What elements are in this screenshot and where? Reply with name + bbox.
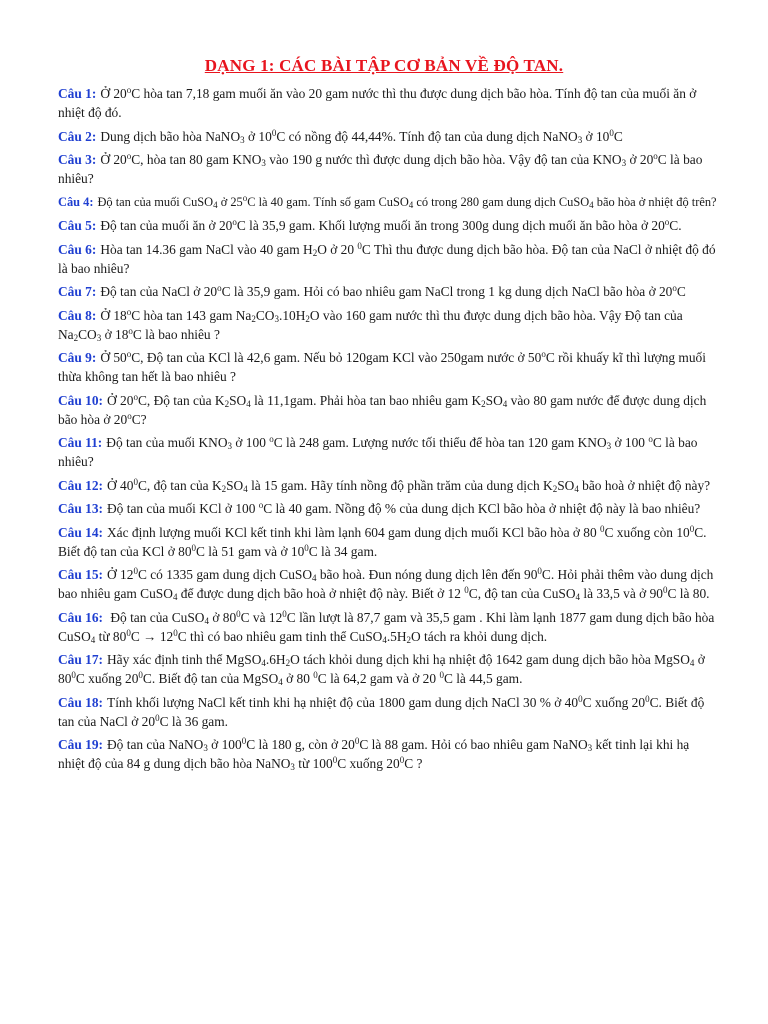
- question-8: Câu 8: Ở 18$^o$C hòa tan 143 gam $Na_2CO_3.10H_2O$ vào 160 gam nước thì thu được dung dịch bão hòa. Vậy Độ tan của $Na_2CO_3$ ở 18$^o$C là bao nhiêu ?: [58, 306, 683, 343]
- question-label: Câu 15:: [58, 567, 104, 582]
- question-label: Câu 2:: [58, 128, 97, 144]
- question-15: Câu 15: Ở $12^0C$ có 1335 gam dung dịch CuSO$_4$ bão hoà. Đun nóng dung dịch lên đến $90^0C$. Hỏi phải thêm vào dung dịch bao nhiêu gam CuSO$_4$ để được dung dịch bão hoà ở nhiệt độ này. Biết ở 12 $^0$C, độ tan của CuSO$_4$ là 33,5 và ở $90^0C$ là 80.: [58, 566, 714, 602]
- question-19: Câu 19: Độ tan của NaNO$_3$ ở $100^0C$ là 180 g, còn ở $20^0C$ là 88 gam. Hỏi có bao nhiêu gam NaNO$_3$ kết tinh lại khi hạ nhiệt độ của 84 g dung dịch bão hòa NaNO$_3$ từ $100^0C$ xuống $20^0C$ ?: [58, 736, 690, 772]
- question-label: Câu 5:: [58, 218, 97, 233]
- question-17: Câu 17: Hãy xác định tinh thể $MgSO_4.6H_2O$ tách khỏi dung dịch khi hạ nhiệt độ 1642 gam dung dịch bão hòa MgSO$_4$ ở $80^0C$ xuống $20^0C$. Biết độ tan của MgSO$_4$ ở 80 $^0$C là 64,2 gam và ở 20 $^0$C là 44,5 gam.: [58, 652, 705, 687]
- question-11: Câu 11: Độ tan của muối $KNO_3$ ở 100 $^o$C là 248 gam. Lượng nước tối thiểu để hòa tan 120 gam $KNO_3$ ở 100 $^o$C là bao nhiêu?: [58, 434, 698, 469]
- question-label: Câu 1:: [58, 86, 97, 101]
- question-12: Câu 12: Ở $40^0C$, độ tan của $K_2SO_4$ là 15 gam. Hãy tính nồng độ phần trăm của dung dịch $K_2SO_4$ bão hoà ở nhiệt độ này?: [58, 476, 711, 494]
- question-label: Câu 8:: [58, 307, 97, 323]
- question-9: Câu 9: Ở 50$^o$C, Độ tan của KCl là 42,6 gam. Nếu bỏ 120gam KCl vào 250gam nước ở 50$^o$C rồi khuấy kĩ thì lượng muối thừa không tan hết là bao nhiêu ?: [58, 349, 706, 384]
- question-label: Câu 18:: [58, 694, 104, 710]
- page-title: DẠNG 1: CÁC BÀI TẬP CƠ BẢN VỀ ĐỘ TAN.: [204, 56, 564, 75]
- question-14: Câu 14: Xác định lượng muối KCl kết tinh khi làm lạnh 604 gam dung dịch muối KCl bão hòa ở 80 $^0$C xuống còn $10^0C$. Biết độ tan của KCl ở $80^0C$ là 51 gam và ở $10^0C$ là 34 gam.: [58, 523, 707, 559]
- question-label: Câu 12:: [58, 477, 104, 493]
- question-4: Câu 4: Độ tan của muối CuSO$_4$ ở 25$^o$C là 40 gam. Tính số gam CuSO$_4$ có trong 280 gam dung dịch CuSO$_4$ bão hòa ở nhiệt độ trên?: [58, 192, 717, 210]
- question-label: Câu 11:: [58, 435, 103, 450]
- question-label: Câu 10:: [58, 392, 104, 408]
- question-5: Câu 5: Độ tan của muối ăn ở 20$^o$C là 35,9 gam. Khối lượng muối ăn trong 300g dung dịch muối ăn bão hòa ở 20$^o$C.: [58, 217, 682, 233]
- question-18: Câu 18: Tính khối lượng NaCl kết tinh khi hạ nhiệt độ của 1800 gam dung dịch NaCl 30 % ở $40^0C$ xuống $20^0C$. Biết độ tan của NaCl ở $20^0C$ là 36 gam.: [58, 693, 705, 729]
- question-1: Câu 1: Ở 20$^o$C hòa tan 7,18 gam muối ăn vào 20 gam nước thì thu được dung dịch bão hòa. Tính độ tan của muối ăn ở nhiệt độ đó.: [58, 85, 697, 120]
- question-list: [58, 84, 718, 778]
- question-10: Câu 10: Ở 20$^o$C, Độ tan của $K_2SO_4$ là 11,1gam. Phải hòa tan bao nhiêu gam $K_2SO_4$ vào 80 gam nước để được dung dịch bão hòa ở 20$^o$C?: [58, 391, 707, 427]
- question-label: Câu 14:: [58, 524, 104, 540]
- question-label: Câu 6:: [58, 241, 97, 257]
- question-2: Câu 2: Dung dịch bão hòa NaNO$_3$ ở $10^0C$ có nồng độ 44,44%. Tính độ tan của dung dịch NaNO$_3$ ở $10^0C$: [58, 127, 623, 145]
- question-6: Câu 6: Hòa tan 14.36 gam NaCl vào 40 gam $H_2O$ ở 20 $^0$C Thì thu được dung dịch bão hòa. Độ tan của NaCl ở nhiệt độ đó là bao nhiêu?: [58, 240, 716, 276]
- question-label: Câu 3:: [58, 152, 97, 167]
- question-7: Câu 7: Độ tan của NaCl ở 20$^o$C là 35,9 gam. Hỏi có bao nhiêu gam NaCl trong 1 kg dung dịch NaCl bão hòa ở 20$^o$C: [58, 283, 686, 299]
- question-16: Câu 16: Độ tan của CuSO$_4$ ở $80^0C$ và $12^0C$ lần lượt là 87,7 gam và 35,5 gam . Khi làm lạnh 1877 gam dung dịch bão hòa CuSO$_4$ từ $80^0C \to 12^0C$ thì có bao nhiêu gam tinh thể $CuSO_4.5H_2O$ tách ra khỏi dung dịch.: [58, 608, 715, 645]
- question-label: Câu 4:: [58, 194, 94, 209]
- question-label: Câu 16:: [58, 609, 104, 625]
- question-label: Câu 13:: [58, 501, 104, 516]
- question-label: Câu 17:: [58, 652, 104, 667]
- question-3: Câu 3: Ở 20$^o$C, hòa tan 80 gam $KNO_3$ vào 190 g nước thì được dung dịch bão hòa. Vậy độ tan của $KNO_3$ ở 20$^o$C là bao nhiêu?: [58, 151, 703, 186]
- question-label: Câu 9:: [58, 350, 97, 365]
- question-13: Câu 13: Độ tan của muối KCl ở 100 $^o$C là 40 gam. Nồng độ % của dung dịch KCl bão hòa ở nhiệt độ này là bao nhiêu?: [58, 500, 701, 516]
- question-label: Câu 7:: [58, 284, 97, 299]
- question-label: Câu 19:: [58, 737, 104, 752]
